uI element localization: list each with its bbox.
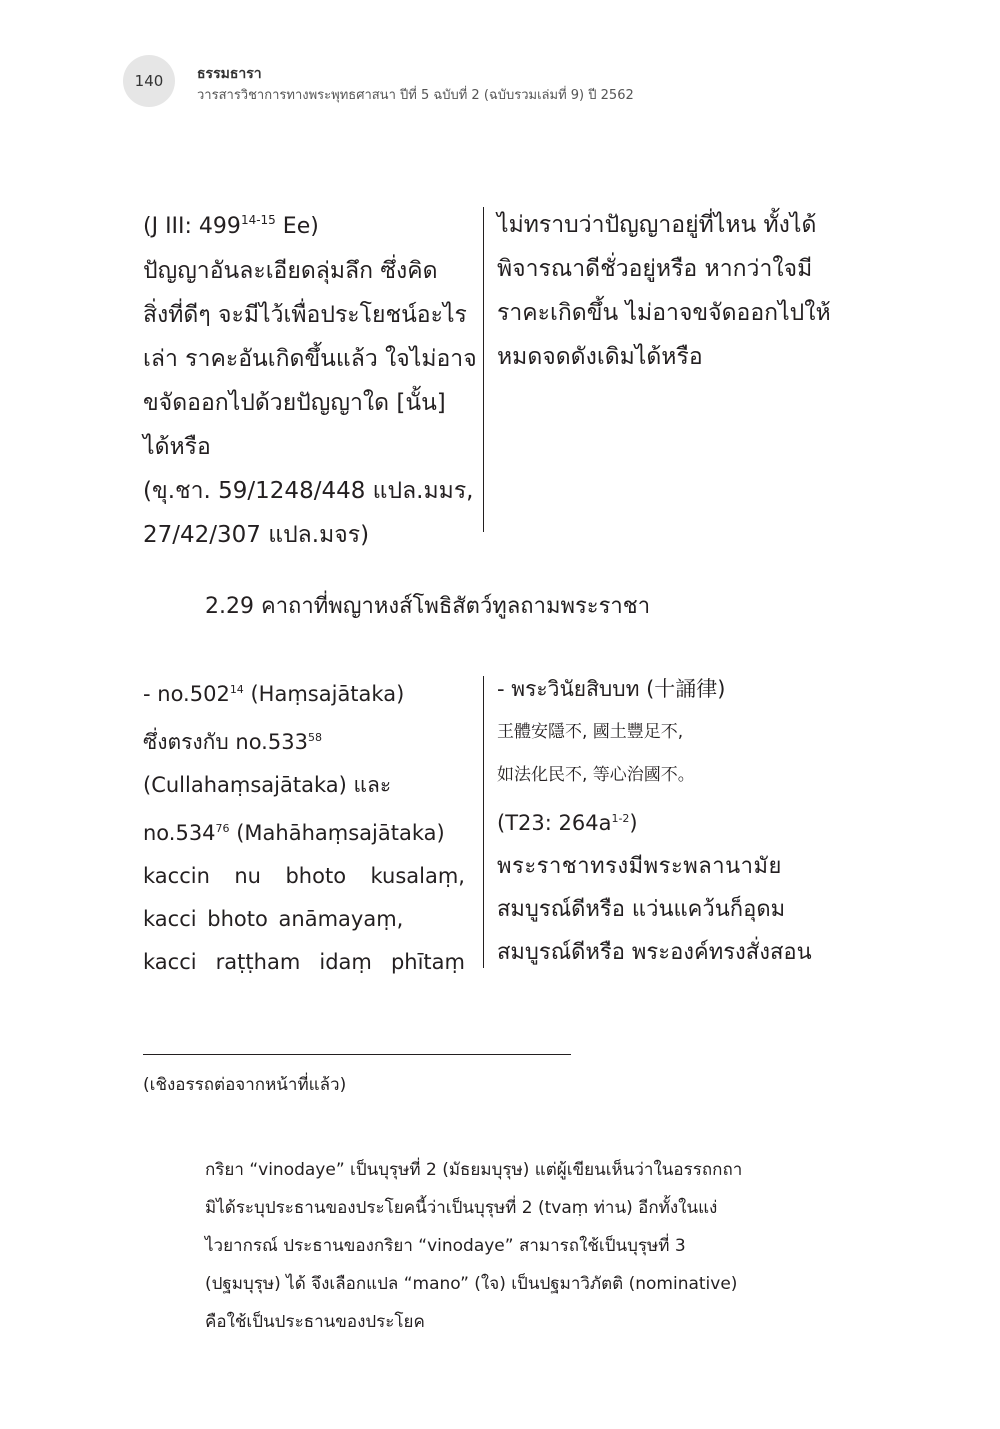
table2-right-reference: (T23: $264a^{1-2}$) (497, 811, 638, 835)
table2-right-column (497, 668, 837, 974)
table2-right-line: สมบูรณ์ดีหรือ พระองค์ทรงสั่งสอน (497, 940, 812, 965)
footnote-continued-label: (เชิงอรรถต่อจากหน้าที่แล้ว) (143, 1075, 347, 1095)
table1-right-line: หมดจดดังเดิมได้หรือ (497, 344, 703, 370)
page-number-badge (123, 55, 175, 107)
table1-left-line: เล่า ราคะอันเกิดขึ้นแล้ว ใจไม่อาจ (143, 346, 477, 372)
footnote-line: กริยา “vinodaye” เป็นบุรุษที่ 2 (มัธยมบุรุษ) แต่ผู้เขียนเห็นว่าในอรรถกถา (205, 1160, 743, 1180)
table2-column-divider (483, 676, 484, 968)
table1-left-line: สิ่งที่ดีๆ จะมีไว้เพื่อประโยชน์อะไร (143, 302, 467, 328)
footnote-line: มิได้ระบุประธานของประโยคนี้ว่าเป็นบุรุษที่ 2 (tvaṃ ท่าน) อีกทั้งในแง่ (205, 1198, 718, 1218)
table1-reference: (J III: 499$^{14-15}$ Ee) (143, 213, 319, 239)
table1-left-line: ได้หรือ (143, 434, 211, 460)
chinese-text-line: 如法化民不, 等心治國不。 (497, 765, 695, 785)
pali-verse-line: kacci bhoto anāmayaṃ, (143, 907, 404, 931)
footnote-separator (143, 1054, 571, 1055)
footnote-line: ไวยากรณ์ ประธานของกริยา “vinodaye” สามารถใช้เป็นบุรุษที่ 3 (205, 1236, 686, 1256)
footnote-line: (ปฐมบุรุษ) ได้ จึงเลือกแปล “mano” (ใจ) เป็นปฐมาวิภัตติ (nominative) (205, 1274, 738, 1294)
table1-right-line: ไม่ทราบว่าปัญญาอยู่ที่ไหน ทั้งได้ (497, 212, 817, 238)
journal-title: ธรรมธารา (197, 66, 262, 82)
table1-left-column (143, 198, 477, 557)
table2-left-line: no.534$^{76}$ (Mahāhaṃsajātaka) (143, 821, 445, 845)
table2-left-line: (Cullahaṃsajātaka) และ (143, 773, 392, 797)
table1-left-citation: 27/42/307 แปล.มจร) (143, 522, 370, 548)
journal-subtitle: วารสารวิชาการทางพระพุทธศาสนา ปีที่ 5 ฉบับที่ 2 (ฉบับรวมเล่มที่ 9) ปี 2562 (197, 88, 634, 103)
table2-left-line: - no.502$^{14}$ (Haṃsajātaka) (143, 682, 405, 706)
pali-verse-line: kaccin nu bhoto kusalaṃ, (143, 864, 465, 888)
table1-right-column (497, 203, 837, 379)
table2-left-line: ซึ่งตรงกับ no.533$^{58}$ (143, 730, 322, 754)
table2-right-line: - พระวินัยสิบบท (十誦律) (497, 677, 726, 701)
footnote-line: คือใช้เป็นประธานของประโยค (205, 1312, 425, 1332)
table2-right-line: สมบูรณ์ดีหรือ แว่นแคว้นก็อุดม (497, 897, 786, 922)
table1-right-line: พิจารณาดีชั่วอยู่หรือ หากว่าใจมี (497, 256, 813, 282)
table1-left-line: ปัญญาอันละเอียดลุ่มลึก ซึ่งคิด (143, 258, 438, 284)
table2-right-line: พระราชาทรงมีพระพลานามัย (497, 854, 782, 879)
page-number: 140 (134, 72, 164, 90)
table2-left-column (143, 668, 465, 984)
chinese-text-line: 王體安隱不, 國土豐足不, (497, 722, 684, 742)
table1-left-line: ขจัดออกไปด้วยปัญญาใด [นั้น] (143, 390, 446, 416)
table1-left-citation: (ขุ.ชา. 59/1248/448 แปล.มมร, (143, 478, 474, 504)
table1-right-line: ราคะเกิดขึ้น ไม่อาจขจัดออกไปให้ (497, 300, 831, 326)
table1-column-divider (483, 207, 484, 532)
pali-verse-line: kacci raṭṭham idaṃ phītaṃ (143, 950, 465, 974)
footnote-body (205, 1151, 830, 1341)
section-heading: 2.29 คาถาที่พญาหงส์โพธิสัตว์ทูลถามพระราชา (205, 594, 651, 619)
